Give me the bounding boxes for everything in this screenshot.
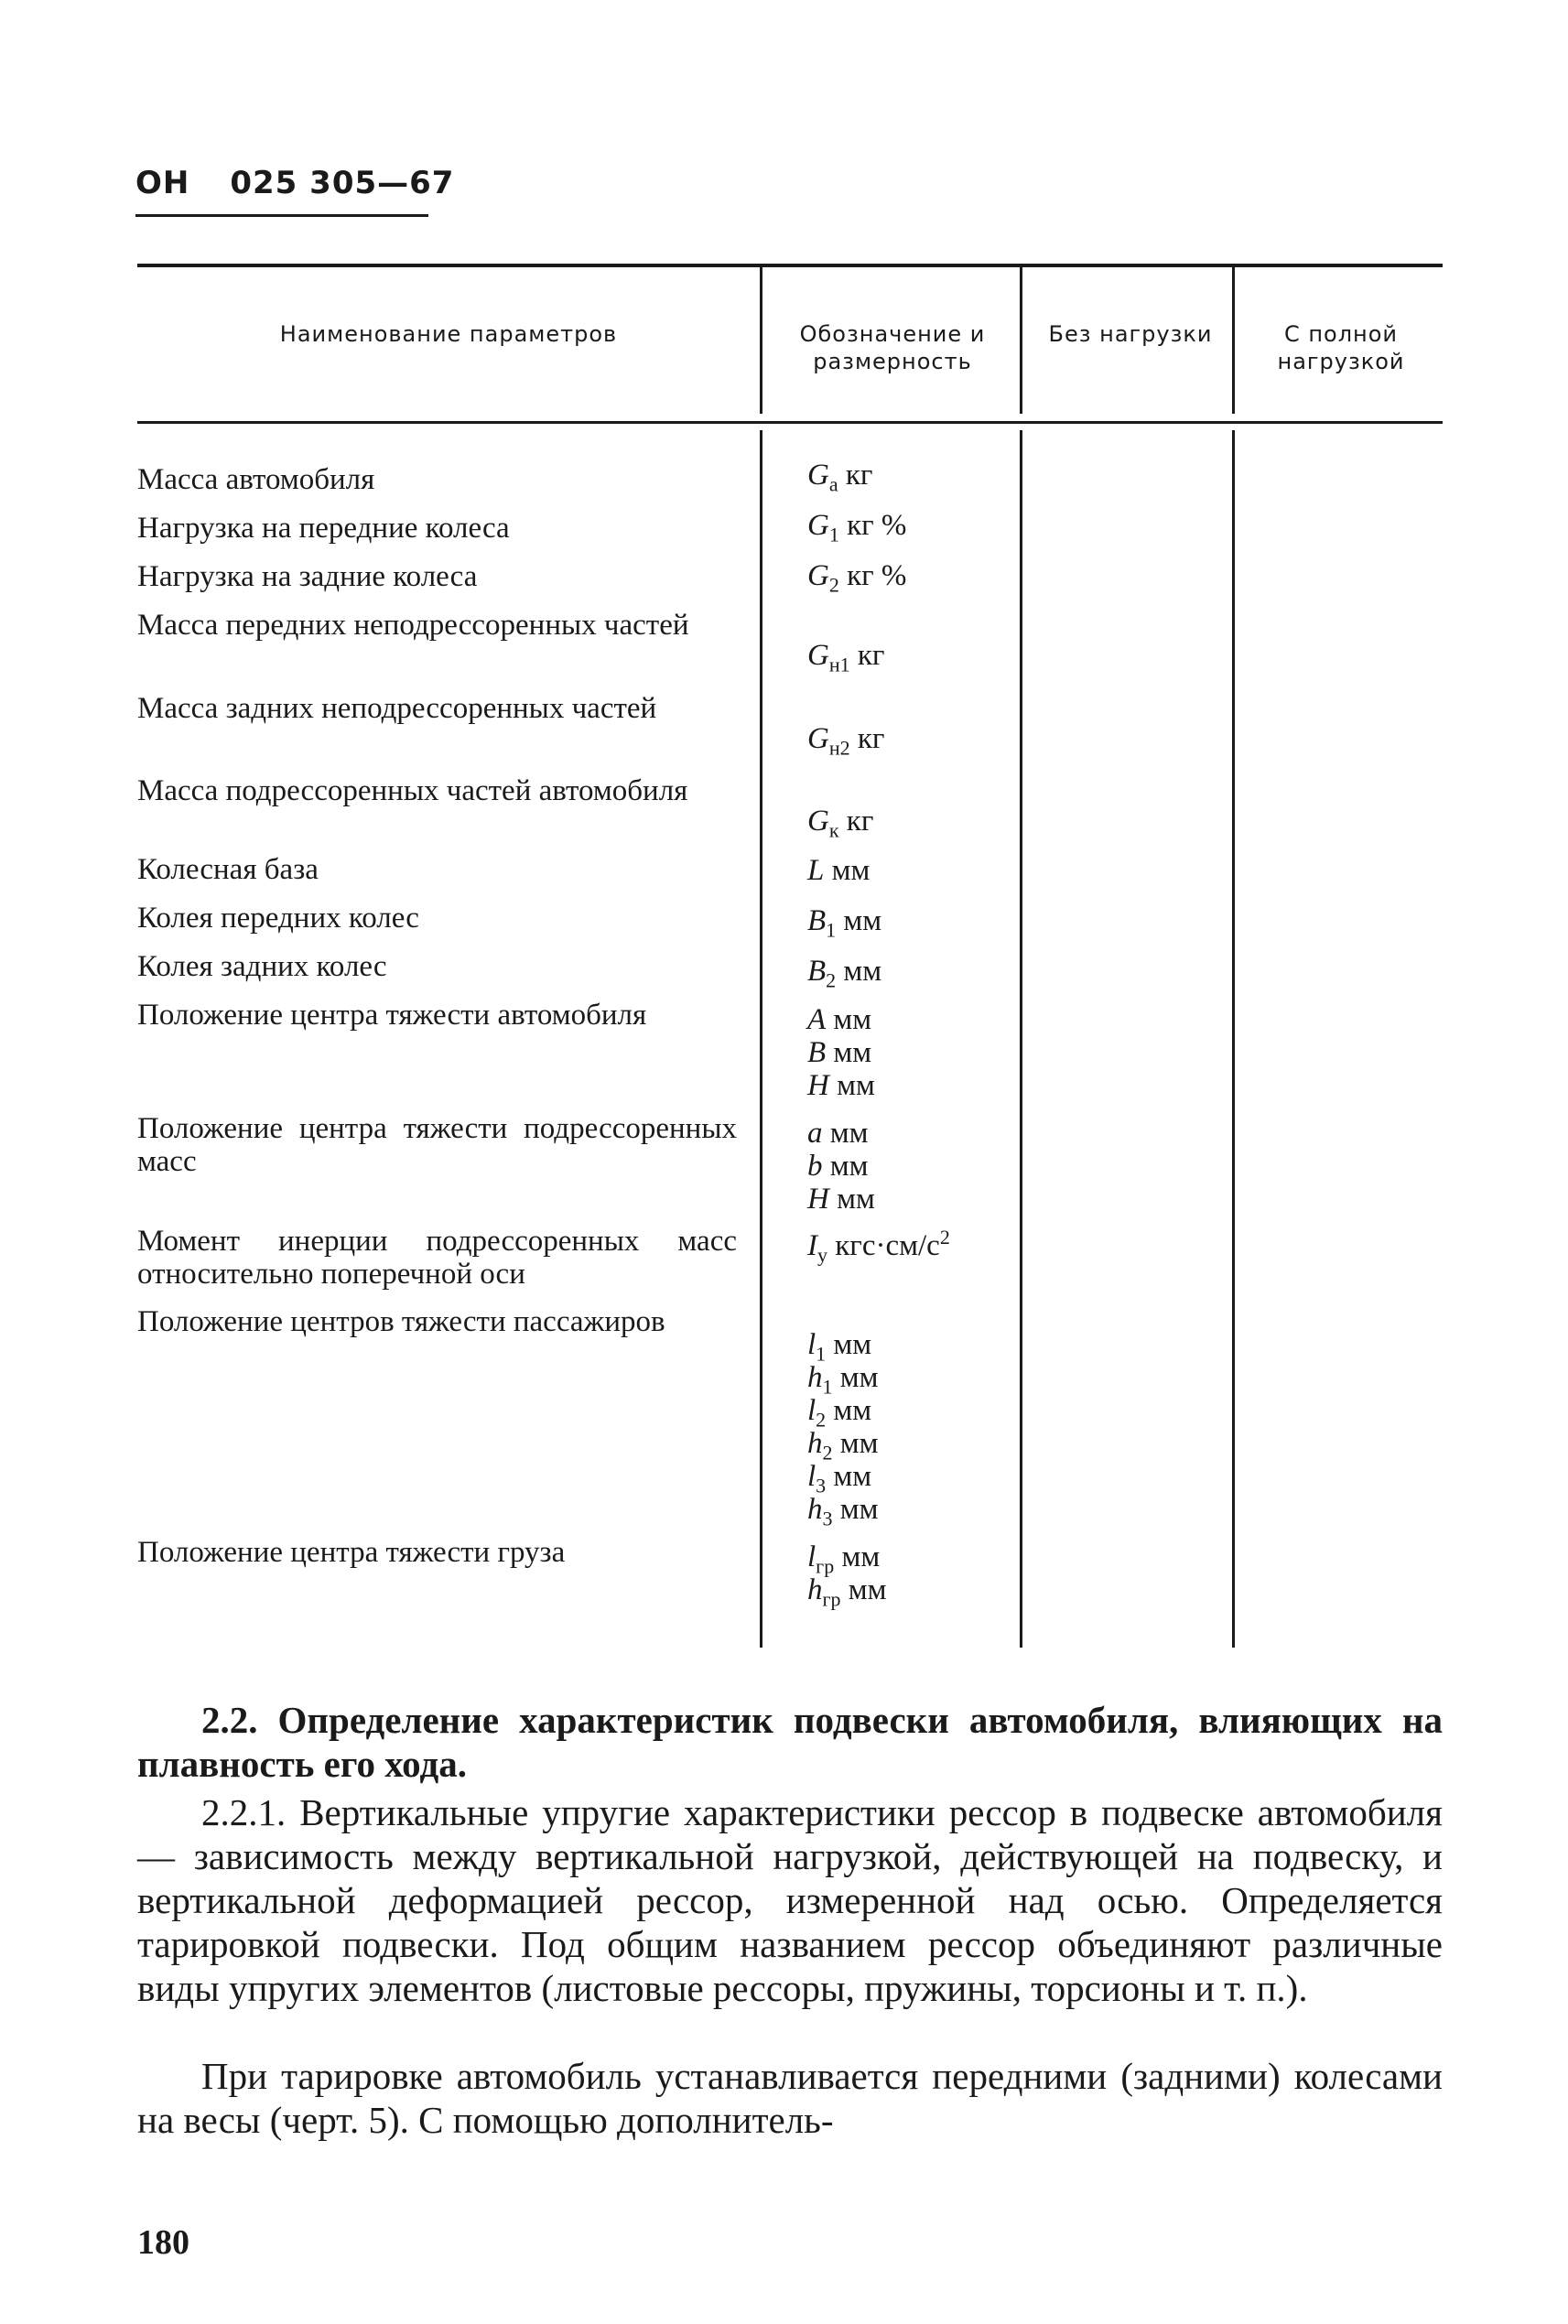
- body-divider-1: [760, 430, 762, 1648]
- row-name: Колесная база: [137, 853, 319, 886]
- symbol-line: $h_{гр}$ мм: [807, 1573, 887, 1611]
- symbol-line: $G_2$ кг %: [807, 559, 907, 597]
- row-name: Положение центра тяжести груза: [137, 1536, 566, 1569]
- column-header-no-load: Без нагрузки: [1048, 321, 1213, 347]
- row-symbol: [807, 1117, 1045, 1216]
- row-symbol: [807, 904, 1045, 942]
- row-symbol: [807, 1226, 1045, 1267]
- row-symbol: [807, 459, 1045, 496]
- symbol-line: a мм: [807, 1117, 869, 1150]
- symbol-line: $I_у$ $кгс\cdot см/с^2$: [807, 1226, 950, 1267]
- symbol-line: $G_{н2}$ кг: [807, 722, 885, 760]
- row-symbol: [807, 1540, 1045, 1611]
- symbol-line: $l_2$ мм: [807, 1394, 872, 1432]
- row-name: Колея передних колес: [137, 902, 419, 935]
- header-divider-2: [1020, 267, 1022, 414]
- symbol-line: $G_а$ кг: [807, 459, 873, 496]
- header-divider-3: [1232, 267, 1235, 414]
- row-symbol: [807, 955, 1045, 992]
- header-number: 025 305—67: [230, 165, 455, 201]
- symbol-line: H мм: [807, 1183, 875, 1216]
- paragraph: 2.2.1. Вертикальные упругие характеристики рессор в подвеске автомобиля — зависимость между вертикальной нагрузкой, действующей на подвеску, и вертикальной деформацией рессор, измеренной над осью. Определяется тарировкой подвески. Под общим названием рессор объединяют различные виды упругих элементов (листовые рессоры, пружины, торсионы и т. п.).: [137, 1791, 1443, 2009]
- row-symbol: [807, 559, 1045, 597]
- paragraph: При тарировке автомобиль устанавливается передними (задними) колесами на весы (черт. 5). С помощью дополнитель-: [137, 2055, 1443, 2141]
- row-symbol: [807, 722, 1045, 760]
- row-name: Нагрузка на задние колеса: [137, 560, 478, 593]
- body-divider-3: [1232, 430, 1235, 1648]
- symbol-line: $G_1$ кг %: [807, 509, 907, 546]
- row-name: Положение центра тяжести автомобиля: [137, 999, 647, 1032]
- symbol-line: $l_{гр}$ мм: [807, 1540, 881, 1578]
- row-name: Нагрузка на передние колеса: [137, 512, 510, 545]
- row-symbol: [807, 1003, 1045, 1102]
- document-header: [135, 165, 454, 201]
- symbol-line: $h_3$ мм: [807, 1493, 879, 1530]
- header-divider-1: [760, 267, 762, 414]
- column-header-name: Наименование параметров: [279, 321, 618, 347]
- row-name: Масса задних неподрессоренных частей: [137, 692, 657, 725]
- page-number: 180: [137, 2223, 189, 2262]
- row-name: Колея задних колес: [137, 950, 387, 983]
- symbol-line: $l_1$ мм: [807, 1328, 872, 1366]
- symbol-line: $B_1$ мм: [807, 904, 882, 942]
- row-symbol: [807, 1328, 1045, 1530]
- row-symbol: [807, 854, 1045, 887]
- header-underline: [135, 214, 428, 217]
- symbol-line: $B_2$ мм: [807, 955, 882, 992]
- symbol-line: $h_2$ мм: [807, 1427, 879, 1465]
- symbol-line: H мм: [807, 1069, 875, 1102]
- column-header-symbol: Обозначение и размерность: [799, 321, 986, 374]
- row-name: Положение центра тяжести подрессоренных масс: [137, 1112, 737, 1178]
- table-top-rule: [137, 264, 1443, 267]
- symbol-line: A мм: [807, 1003, 872, 1036]
- row-name: Момент инерции подрессоренных масс относительно поперечной оси: [137, 1225, 737, 1291]
- symbol-line: B мм: [807, 1036, 872, 1069]
- row-name: Масса подрессоренных частей автомобиля: [137, 774, 688, 807]
- row-name: Масса передних неподрессоренных частей: [137, 609, 689, 642]
- symbol-line: $G_{н1}$ кг: [807, 639, 885, 676]
- symbol-line: $G_к$ кг: [807, 805, 874, 842]
- symbol-line: L мм: [807, 854, 871, 887]
- row-symbol: [807, 509, 1045, 546]
- row-symbol: [807, 805, 1045, 842]
- row-name: Масса автомобиля: [137, 463, 375, 496]
- table-header-rule: [137, 421, 1443, 424]
- symbol-line: $l_3$ мм: [807, 1460, 872, 1497]
- section-heading: 2.2. Определение характеристик подвески автомобиля, влияющих на плавность его хода.: [137, 1699, 1443, 1785]
- header-series: ОН: [135, 165, 190, 201]
- row-symbol: [807, 639, 1045, 676]
- column-header-full-load: С полной нагрузкой: [1277, 321, 1405, 374]
- symbol-line: b мм: [807, 1150, 869, 1183]
- parameters-table: [137, 264, 1443, 1655]
- row-name: Положение центров тяжести пассажиров: [137, 1305, 665, 1338]
- symbol-line: $h_1$ мм: [807, 1361, 879, 1399]
